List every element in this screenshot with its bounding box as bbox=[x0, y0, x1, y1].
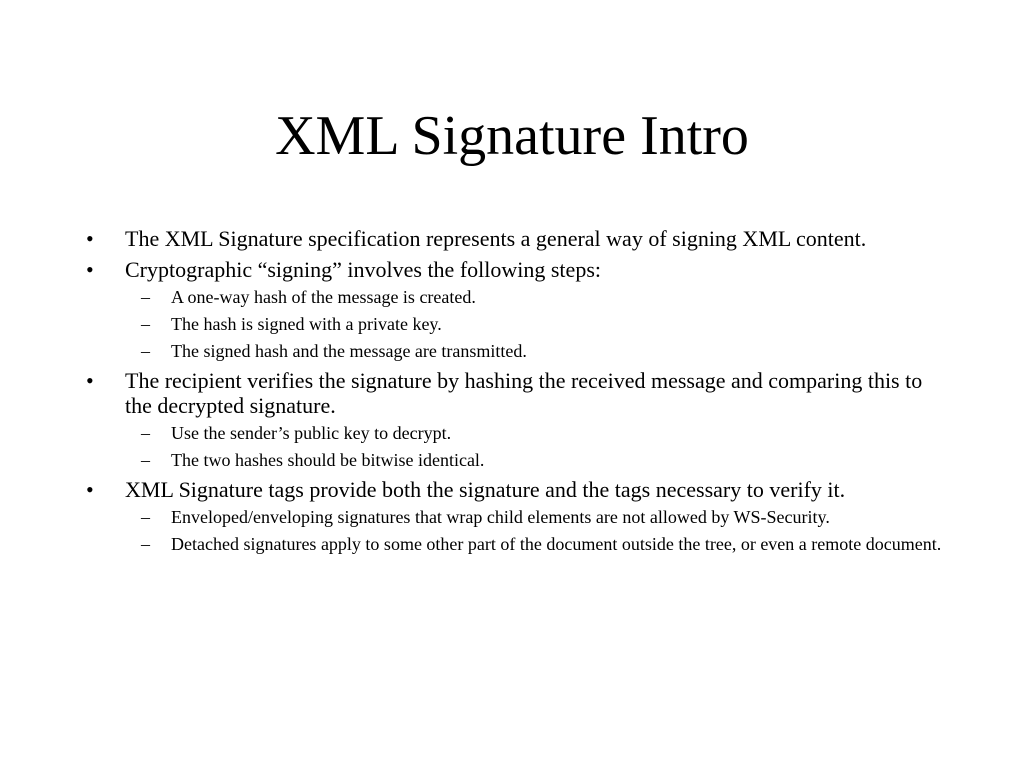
sub-bullet-marker: – bbox=[141, 450, 150, 470]
sub-bullet-marker: – bbox=[141, 534, 150, 554]
bullet-item bbox=[84, 257, 944, 362]
sub-bullet-text: The hash is signed with a private key. bbox=[171, 314, 442, 334]
sub-bullet-text: The signed hash and the message are transmitted. bbox=[171, 341, 527, 361]
sub-bullet-marker: – bbox=[141, 341, 150, 361]
sub-bullet-item bbox=[125, 450, 944, 471]
sub-bullet-marker: – bbox=[141, 507, 150, 527]
bullet-list bbox=[84, 226, 944, 561]
sub-bullet-item bbox=[125, 534, 944, 555]
sub-bullet-text: Detached signatures apply to some other part of the document outside the tree, or even a remote document. bbox=[171, 534, 942, 554]
bullet-item bbox=[84, 477, 944, 555]
slide-title: XML Signature Intro bbox=[275, 105, 749, 167]
bullet-text: Cryptographic “signing” involves the following steps: bbox=[125, 257, 601, 282]
sub-bullet-marker: – bbox=[141, 287, 150, 307]
sub-bullet-text: Enveloped/enveloping signatures that wrap child elements are not allowed by WS-Security. bbox=[171, 507, 830, 527]
bullet-item bbox=[84, 226, 944, 251]
bullet-text: The recipient verifies the signature by hashing the received message and comparing this to the decrypted signature. bbox=[125, 368, 923, 418]
bullet-marker: • bbox=[86, 226, 94, 251]
sub-bullet-list bbox=[125, 507, 944, 555]
sub-bullet-list bbox=[125, 287, 944, 362]
sub-bullet-marker: – bbox=[141, 423, 150, 443]
sub-bullet-item bbox=[125, 507, 944, 528]
sub-bullet-text: A one-way hash of the message is created. bbox=[171, 287, 476, 307]
bullet-text: The XML Signature specification represents a general way of signing XML content. bbox=[125, 226, 867, 251]
sub-bullet-item bbox=[125, 423, 944, 444]
bullet-text: XML Signature tags provide both the signature and the tags necessary to verify it. bbox=[125, 477, 846, 502]
bullet-marker: • bbox=[86, 368, 94, 393]
sub-bullet-text: The two hashes should be bitwise identical. bbox=[171, 450, 485, 470]
sub-bullet-text: Use the sender’s public key to decrypt. bbox=[171, 423, 452, 443]
sub-bullet-marker: – bbox=[141, 314, 150, 334]
sub-bullet-item bbox=[125, 314, 944, 335]
sub-bullet-item bbox=[125, 287, 944, 308]
bullet-marker: • bbox=[86, 477, 94, 502]
bullet-item bbox=[84, 368, 944, 471]
bullet-marker: • bbox=[86, 257, 94, 282]
sub-bullet-item bbox=[125, 341, 944, 362]
sub-bullet-list bbox=[125, 423, 944, 471]
